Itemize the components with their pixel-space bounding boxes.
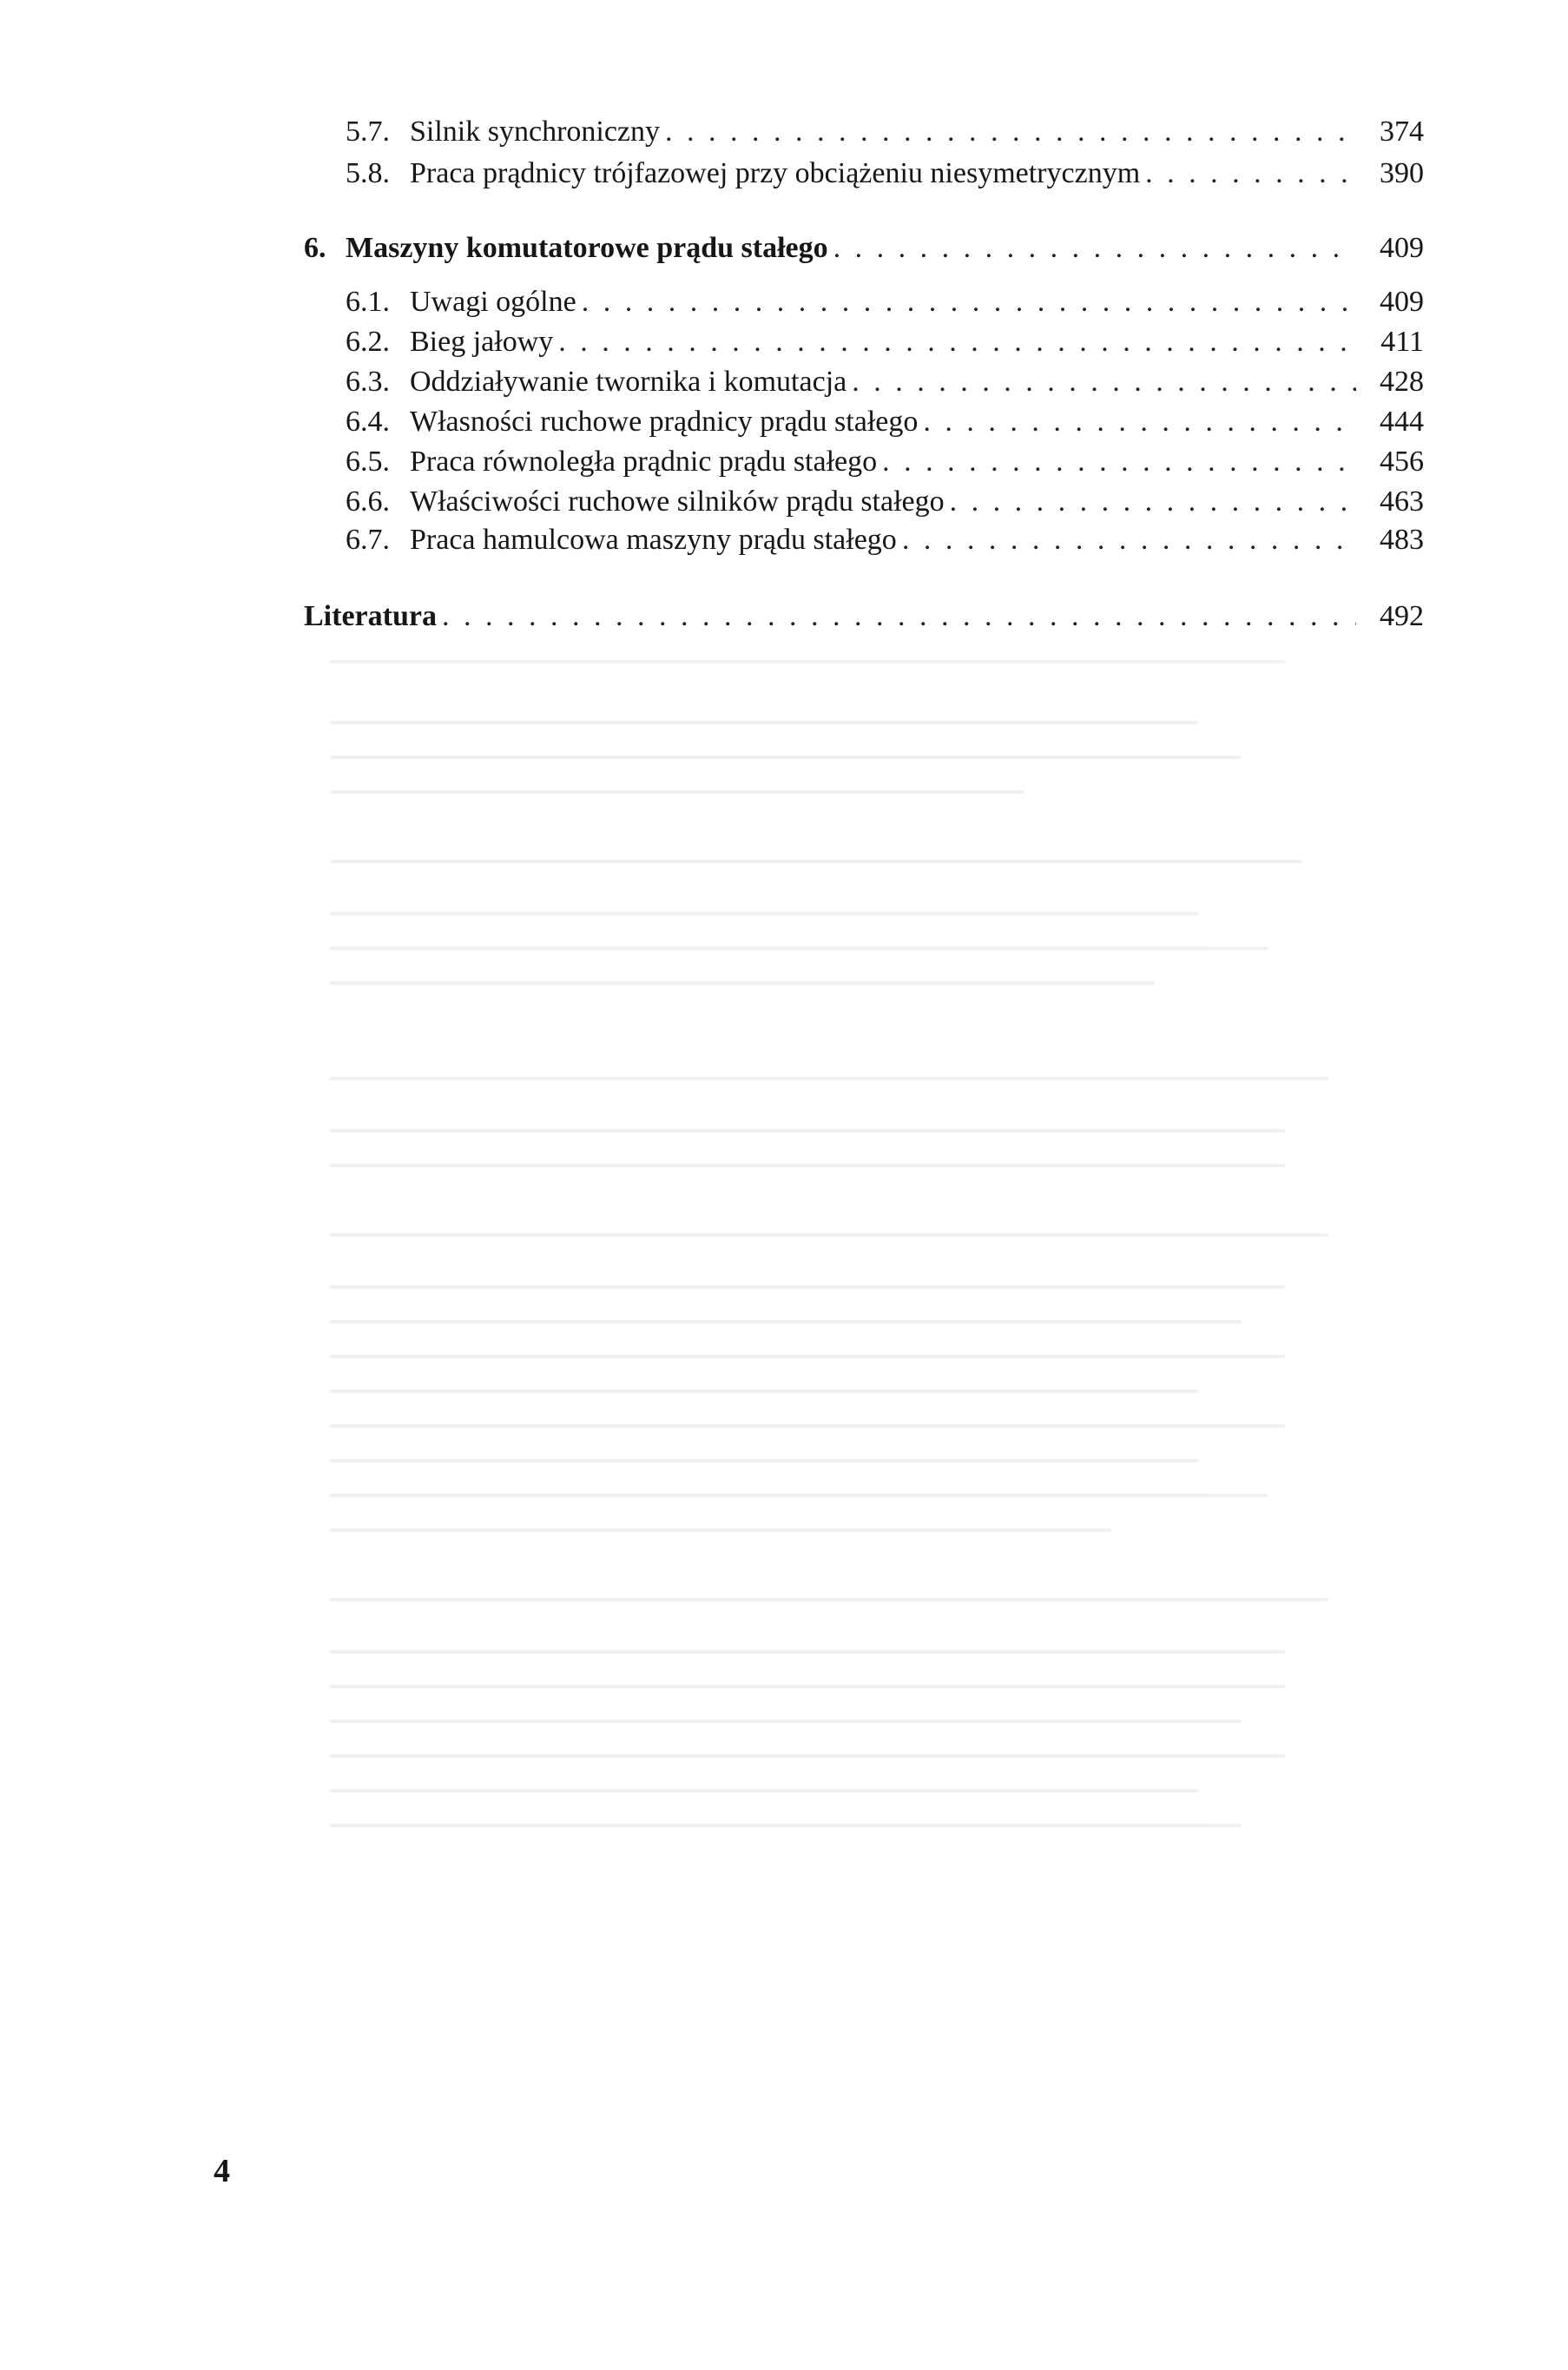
toc-entry-number: 6.1.	[346, 286, 390, 318]
toc-literature	[304, 597, 1424, 636]
toc-entry-title: Bieg jałowy	[410, 326, 554, 358]
toc-chapter	[304, 229, 1424, 267]
toc-entry-page: 456	[1380, 446, 1424, 478]
toc-entry-number: 5.7.	[346, 116, 390, 148]
toc-entry	[304, 521, 1424, 559]
page-number: 4	[214, 2153, 230, 2189]
toc-entry-title: Oddziaływanie twornika i komutacja	[410, 366, 847, 398]
show-through-texture	[295, 625, 1450, 2154]
toc-entry-number: 6.7.	[346, 524, 390, 556]
toc-entry-number: 6.6.	[346, 485, 390, 518]
toc-entry-title: Własności ruchowe prądnicy prądu stałego	[410, 406, 919, 438]
toc-entry	[304, 283, 1424, 321]
toc-entry	[304, 113, 1424, 151]
toc-entry-page: 411	[1380, 326, 1424, 358]
dot-leader	[442, 597, 1356, 636]
toc-entry-title: Praca hamulcowa maszyny prądu stałego	[410, 524, 897, 556]
toc-entry	[304, 483, 1424, 521]
toc-entry-page: 463	[1380, 485, 1424, 518]
toc-entry-page: 444	[1380, 406, 1424, 438]
toc-entry-number: 6.3.	[346, 366, 390, 398]
toc-chapter-title: Maszyny komutatorowe prądu stałego	[346, 232, 828, 264]
toc-entry-number: 6.5.	[346, 446, 390, 478]
toc-entry	[304, 363, 1424, 401]
toc-entry-number: 6.4.	[346, 406, 390, 438]
dot-leader	[558, 323, 1356, 361]
toc-entry	[304, 443, 1424, 481]
dot-leader	[882, 443, 1356, 481]
toc-entry-title: Praca równoległa prądnic prądu stałego	[410, 446, 878, 478]
toc-literature-page: 492	[1380, 600, 1424, 632]
dot-leader	[923, 403, 1356, 441]
toc-entry-page: 374	[1380, 116, 1424, 148]
toc-entry-title: Praca prądnicy trójfazowej przy obciążeniu niesymetrycznym	[410, 157, 1141, 189]
dot-leader	[1145, 155, 1356, 193]
dot-leader	[665, 113, 1356, 151]
toc-chapter-page: 409	[1380, 232, 1424, 264]
toc-literature-title: Literatura	[304, 600, 437, 632]
dot-leader	[833, 229, 1356, 267]
dot-leader	[582, 283, 1356, 321]
toc-entry	[304, 403, 1424, 441]
toc-entry-number: 6.2.	[346, 326, 390, 358]
toc-entry-title: Właściwości ruchowe silników prądu stałego	[410, 485, 945, 518]
toc-entry-title: Uwagi ogólne	[410, 286, 576, 318]
toc-entry-title: Silnik synchroniczny	[410, 116, 661, 148]
toc-entry-page: 483	[1380, 524, 1424, 556]
dot-leader	[950, 483, 1356, 521]
toc-chapter-number: 6.	[304, 232, 326, 264]
toc-entry	[304, 155, 1424, 193]
toc-entry	[304, 323, 1424, 361]
dot-leader	[902, 521, 1356, 559]
dot-leader	[852, 363, 1356, 401]
toc-entry-page: 428	[1380, 366, 1424, 398]
toc-entry-page: 390	[1380, 157, 1424, 189]
toc-entry-page: 409	[1380, 286, 1424, 318]
toc-entry-number: 5.8.	[346, 157, 390, 189]
